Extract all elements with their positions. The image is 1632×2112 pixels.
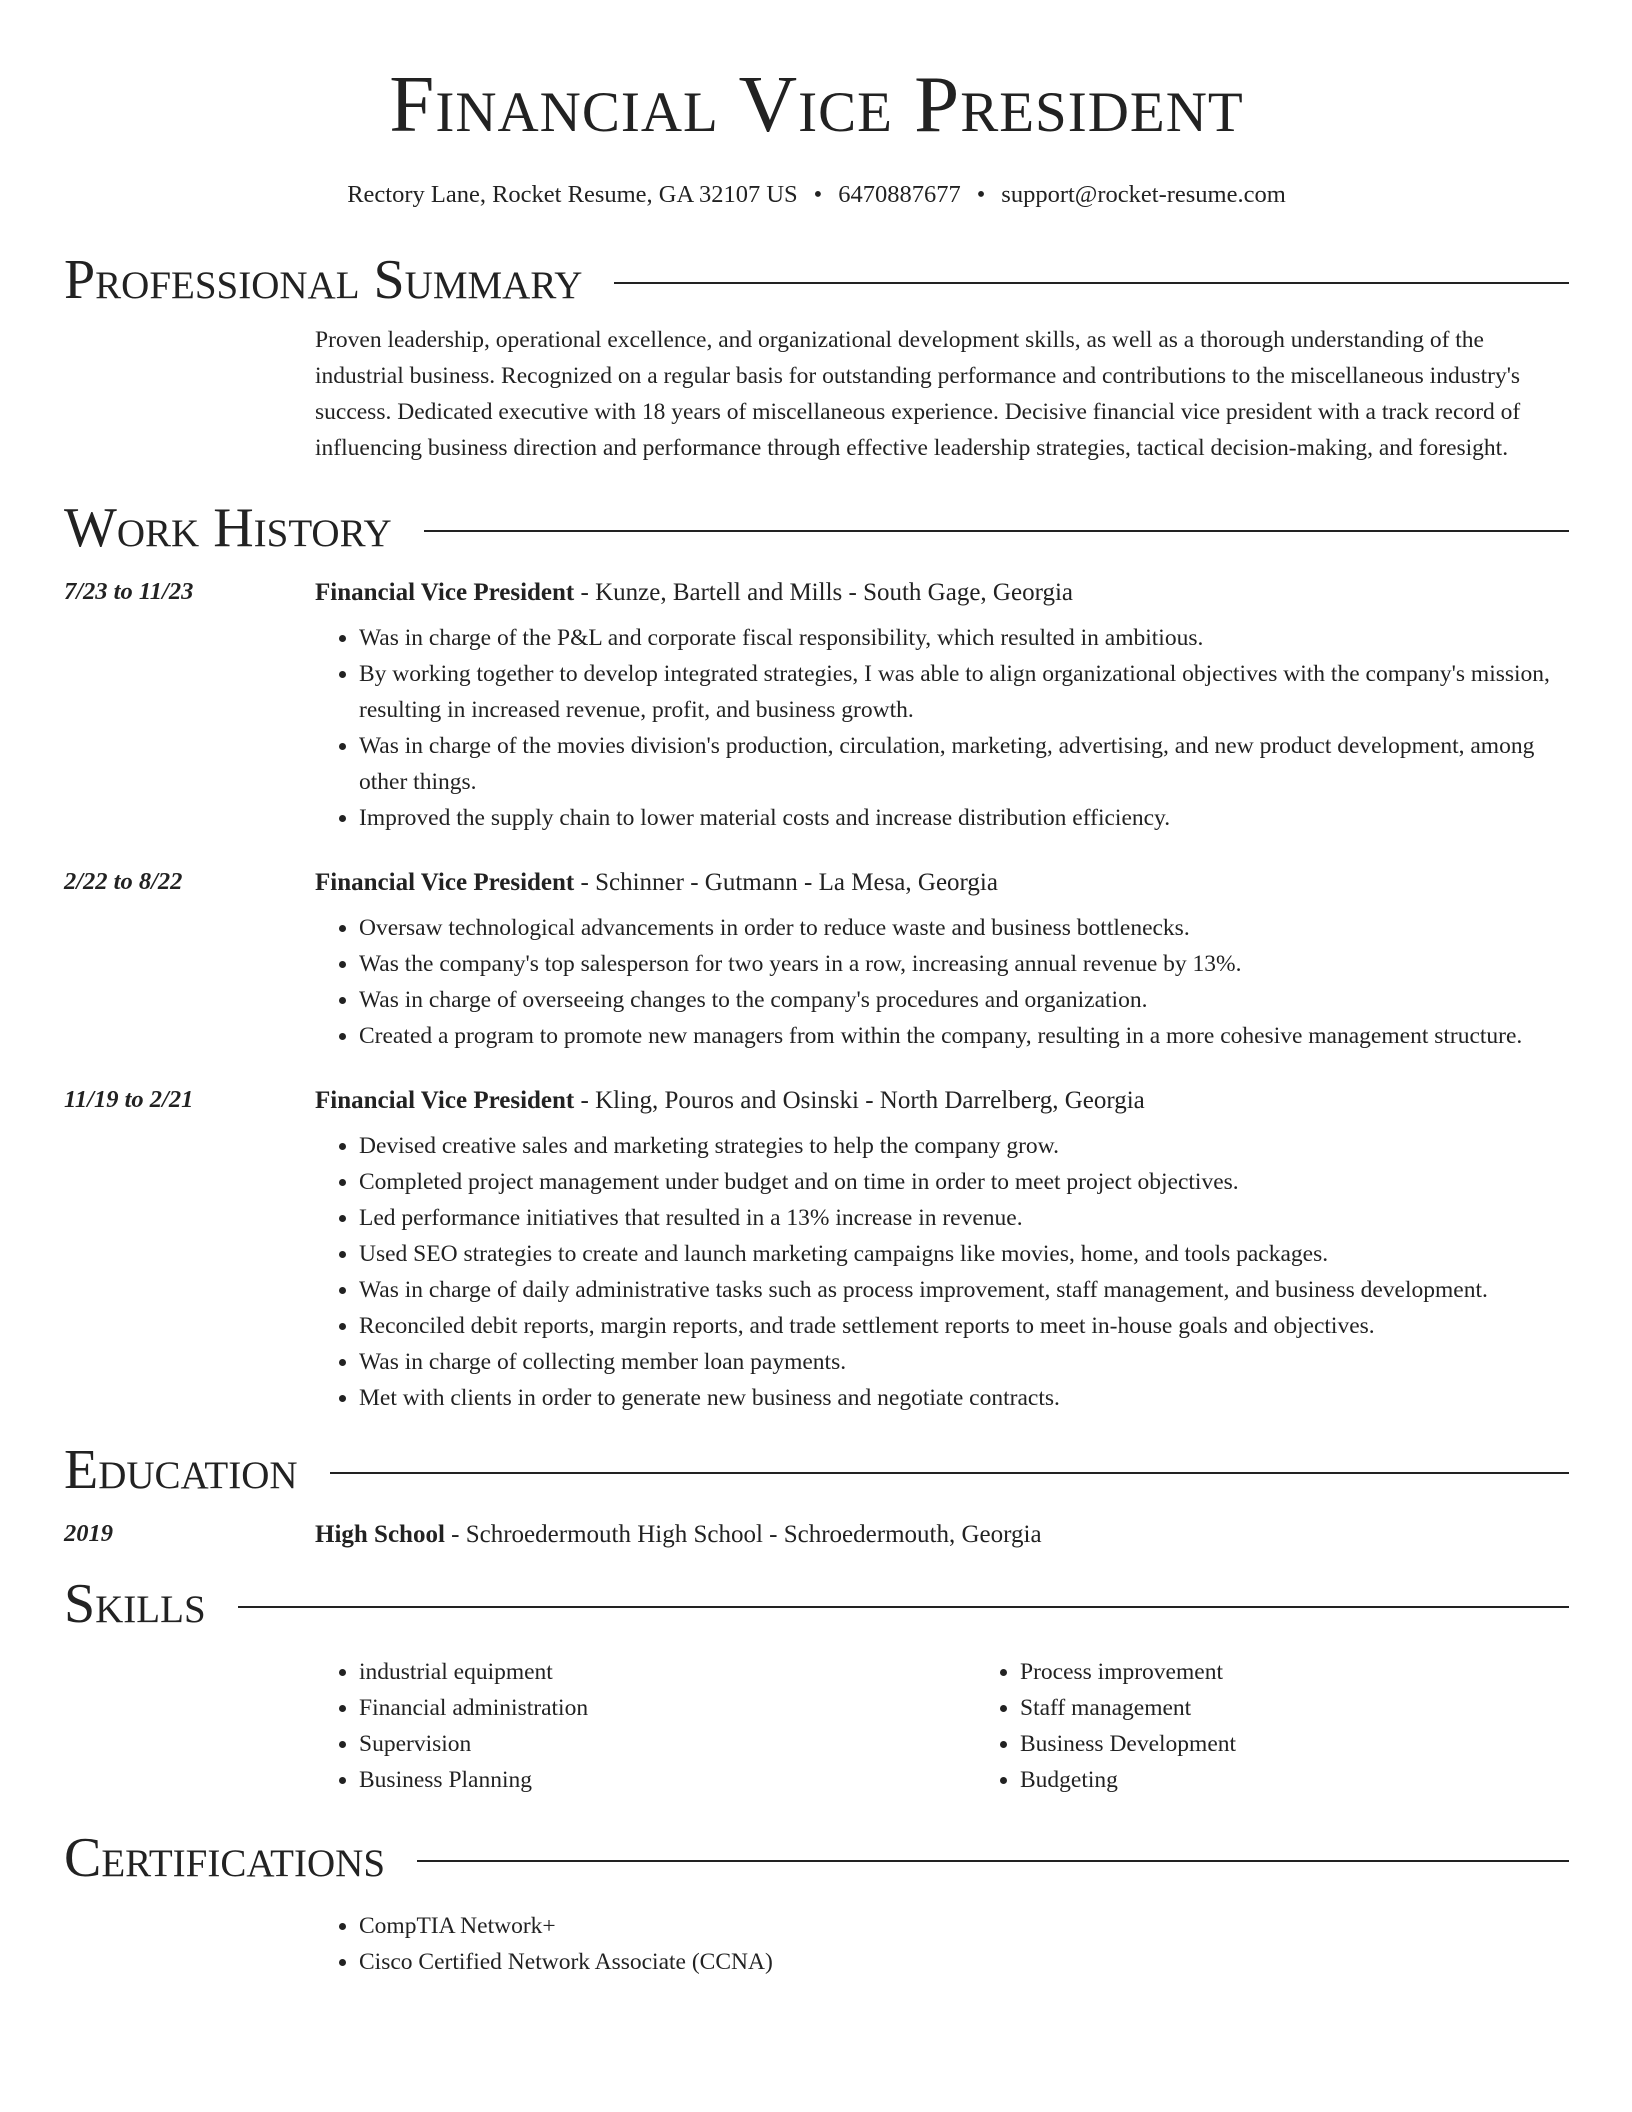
list-item: • By working together to develop integrated strategies, I was able to align organizational objectives with the company's mission, resulting in increased revenue, profit, and business growth. — [359, 656, 1569, 728]
job-heading — [315, 578, 1569, 608]
list-item: • Led performance initiatives that resulted in a 13% increase in revenue. — [359, 1200, 1569, 1236]
job-details: - Schinner - Gutmann - La Mesa, Georgia — [574, 868, 998, 896]
skills-list-right — [976, 1654, 1632, 1798]
list-item: • Was in charge of overseeing changes to the company's procedures and organization. — [359, 982, 1569, 1018]
job-entry — [64, 578, 1569, 836]
certifications-row — [64, 1908, 1569, 1980]
section-rule — [614, 282, 1569, 284]
list-item: • Oversaw technological advancements in order to reduce waste and business bottlenecks. — [359, 910, 1569, 946]
contact-line — [64, 183, 1569, 208]
list-item: • Was in charge of the movies division's production, circulation, marketing, advertising, and new product development, among other things. — [359, 728, 1569, 800]
certifications-spacer — [64, 1908, 315, 1980]
summary-text: Proven leadership, operational excellence, and organizational development skills, as well as a thorough understanding of the industrial business. Recognized on a regular basis for outstanding performance and contributions to the miscellaneous industry's success. Dedicated executive with 18 years of miscellaneous experience. Decisive financial vice president with a track record of influencing business direction and performance through effective leadership strategies, tactical decision-making, and foresight. — [315, 326, 1521, 461]
contact-separator: • — [813, 181, 823, 208]
summary-row — [64, 322, 1569, 466]
list-item: • Was the company's top salesperson for two years in a row, increasing annual revenue by 13%. — [359, 946, 1569, 982]
section-rule — [417, 1860, 1569, 1862]
job-bullets — [315, 910, 1569, 1054]
skill-item: • Financial administration — [359, 1690, 976, 1726]
job-entry — [64, 1086, 1569, 1416]
skills-grid — [315, 1654, 1632, 1798]
contact-phone: 6470887677 — [838, 181, 961, 208]
certification-item: • Cisco Certified Network Associate (CCNA) — [359, 1944, 1569, 1980]
section-title: Work History — [64, 496, 392, 559]
education-entry — [64, 1520, 1569, 1550]
section-title: Education — [64, 1438, 298, 1501]
certifications-body — [315, 1908, 1569, 1980]
job-bullets — [315, 620, 1569, 836]
list-item: • Reconciled debit reports, margin reports, and trade settlement reports to meet in-house goals and objectives. — [359, 1308, 1569, 1344]
job-details: - Kling, Pouros and Osinski - North Darrelberg, Georgia — [574, 1086, 1145, 1114]
job-heading — [315, 868, 1569, 898]
list-item: • Improved the supply chain to lower material costs and increase distribution efficiency. — [359, 800, 1569, 836]
skills-spacer — [64, 1654, 315, 1798]
skills-row — [64, 1654, 1569, 1798]
summary-spacer — [64, 322, 315, 466]
contact-email: support@rocket-resume.com — [1001, 181, 1286, 208]
section-title: Certifications — [64, 1826, 386, 1889]
section-heading-summary — [64, 248, 1569, 311]
list-item: • Met with clients in order to generate new business and negotiate contracts. — [359, 1380, 1569, 1416]
list-item: • Used SEO strategies to create and launch marketing campaigns like movies, home, and tools packages. — [359, 1236, 1569, 1272]
section-heading-work — [64, 496, 1569, 559]
skill-item: • Business Planning — [359, 1762, 976, 1798]
job-dates: 7/23 to 11/23 — [64, 577, 194, 605]
job-title: Financial Vice President — [315, 578, 575, 606]
list-item: • Devised creative sales and marketing strategies to help the company grow. — [359, 1128, 1569, 1164]
resume-name: Financial Vice President — [389, 59, 1244, 149]
skill-item: • Budgeting — [1020, 1762, 1632, 1798]
skill-item: • Staff management — [1020, 1690, 1632, 1726]
list-item: • Was in charge of daily administrative tasks such as process improvement, staff management, and business development. — [359, 1272, 1569, 1308]
certifications-list — [315, 1908, 1569, 1980]
skill-item: • Business Development — [1020, 1726, 1632, 1762]
section-rule — [330, 1472, 1569, 1474]
skill-item: • Process improvement — [1020, 1654, 1632, 1690]
education-heading — [315, 1520, 1569, 1550]
job-body — [315, 868, 1569, 1054]
section-heading-education — [64, 1438, 1569, 1501]
list-item: • Was in charge of collecting member loan payments. — [359, 1344, 1569, 1380]
skills-list-left — [315, 1654, 976, 1798]
skill-item: • Supervision — [359, 1726, 976, 1762]
contact-address: Rectory Lane, Rocket Resume, GA 32107 US — [347, 181, 798, 208]
certification-item: • CompTIA Network+ — [359, 1908, 1569, 1944]
list-item: • Was in charge of the P&L and corporate fiscal responsibility, which resulted in ambitious. — [359, 620, 1569, 656]
section-heading-certifications — [64, 1826, 1569, 1889]
job-title: Financial Vice President — [315, 868, 575, 896]
job-heading — [315, 1086, 1569, 1116]
skill-item: • industrial equipment — [359, 1654, 976, 1690]
job-dates: 2/22 to 8/22 — [64, 867, 183, 895]
section-rule — [238, 1606, 1569, 1608]
job-entry — [64, 868, 1569, 1054]
section-title: Skills — [64, 1572, 206, 1635]
education-year: 2019 — [64, 1519, 113, 1547]
section-rule — [424, 530, 1569, 532]
job-bullets — [315, 1128, 1569, 1416]
education-details: - Schroedermouth High School - Schroedermouth, Georgia — [444, 1520, 1042, 1548]
list-item: • Completed project management under budget and on time in order to meet project objectives. — [359, 1164, 1569, 1200]
section-heading-skills — [64, 1572, 1569, 1635]
job-dates: 11/19 to 2/21 — [64, 1085, 194, 1113]
list-item: • Created a program to promote new managers from within the company, resulting in a more cohesive management structure. — [359, 1018, 1569, 1054]
contact-separator: • — [976, 181, 986, 208]
education-degree: High School — [315, 1520, 445, 1548]
section-title: Professional Summary — [64, 248, 583, 311]
job-details: - Kunze, Bartell and Mills - South Gage, Georgia — [574, 578, 1073, 606]
job-body — [315, 578, 1569, 836]
job-body — [315, 1086, 1569, 1416]
job-title: Financial Vice President — [315, 1086, 575, 1114]
